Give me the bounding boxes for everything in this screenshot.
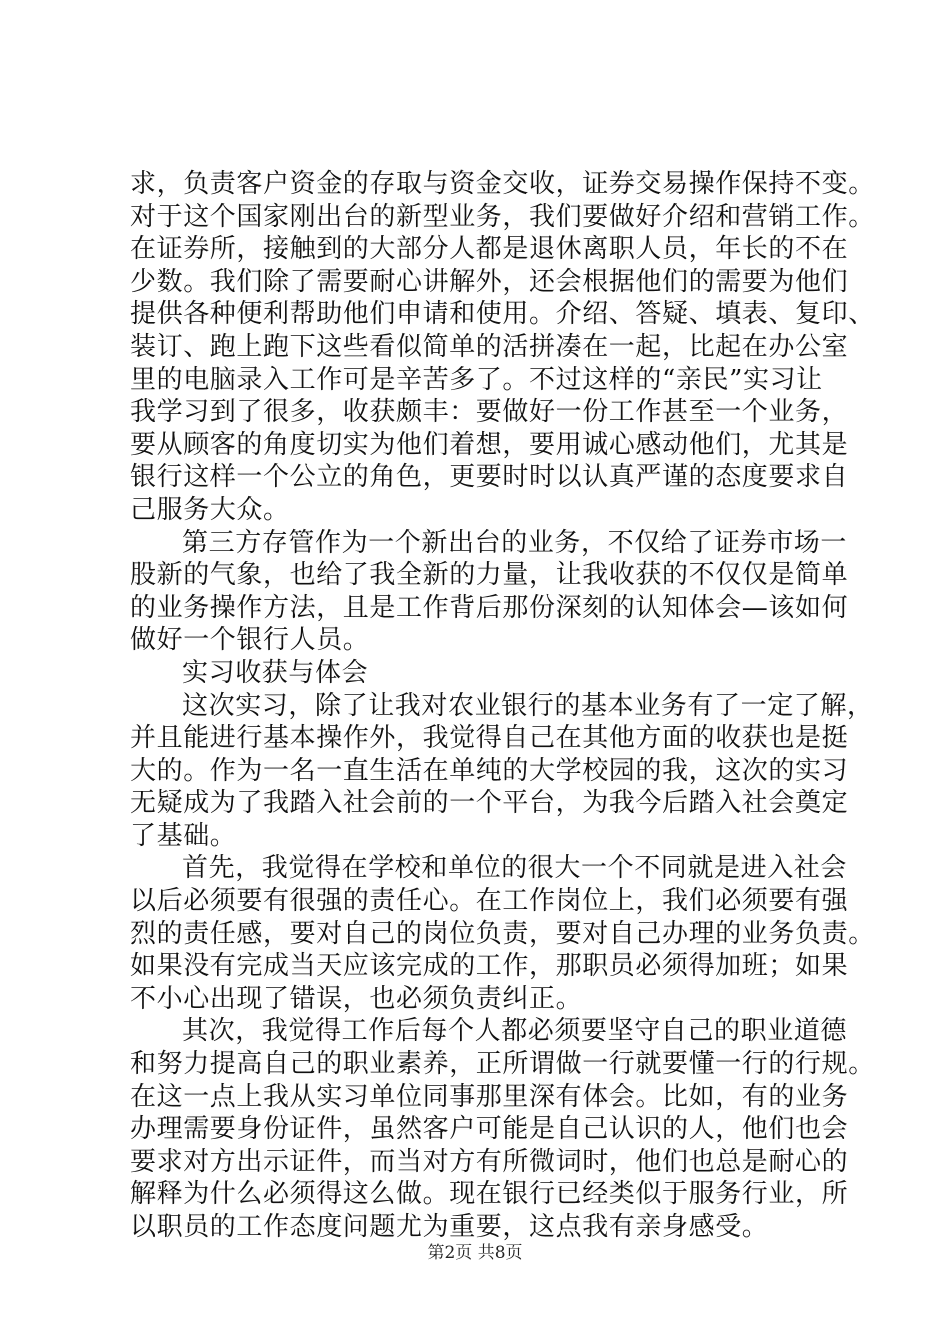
- paragraph-start-line: 首先，我觉得在学校和单位的很大一个不同就是进入社会: [182, 853, 848, 884]
- text-line: 在这一点上我从实习单位同事那里深有体会。比如，有的业务: [130, 1081, 849, 1112]
- paragraph-start-line: 这次实习，除了让我对农业银行的基本业务有了一定了解，: [182, 690, 874, 721]
- text-line: 己服务大众。: [130, 494, 290, 525]
- text-line: 在证券所，接触到的大部分人都是退休离职人员，年长的不在: [130, 234, 849, 265]
- text-line: 对于这个国家刚出台的新型业务，我们要做好介绍和营销工作。: [130, 201, 875, 232]
- text-line: 和努力提高自己的职业素养，正所谓做一行就要懂一行的行规。: [130, 1049, 875, 1080]
- text-line: 求，负责客户资金的存取与资金交收，证券交易操作保持不变。: [130, 169, 875, 199]
- text-line: 里的电脑录入工作可是辛苦多了。不过这样的“亲民”实习让: [130, 364, 823, 395]
- text-line: 无疑成为了我踏入社会前的一个平台，为我今后踏入社会奠定: [130, 788, 849, 819]
- document-body: [130, 168, 875, 1244]
- text-line: 提供各种便利帮助他们申请和使用。介绍、答疑、填表、复印、: [130, 299, 875, 330]
- text-line: 做好一个银行人员。: [130, 625, 370, 656]
- page-number-footer: 第2页 共8页: [427, 1243, 523, 1263]
- text-line: 如果没有完成当天应该完成的工作，那职员必须得加班；如果: [130, 951, 849, 982]
- text-line: 我学习到了很多，收获颇丰：要做好一份工作甚至一个业务，: [130, 397, 849, 428]
- text-line: 银行这样一个公立的角色，更要时时以认真严谨的态度要求自: [130, 462, 849, 493]
- text-line: 不小心出现了错误，也必须负责纠正。: [130, 983, 583, 1014]
- paragraph-start-line: 第三方存管作为一个新出台的业务，不仅给了证券市场一: [182, 527, 848, 558]
- text-line: 股新的气象，也给了我全新的力量，让我收获的不仅仅是简单: [130, 560, 849, 591]
- text-line: 大的。作为一名一直生活在单纯的大学校园的我，这次的实习: [130, 755, 849, 786]
- text-line: 装订、跑上跑下这些看似简单的活拼凑在一起，比起在办公室: [130, 331, 849, 362]
- text-line: 了基础。: [130, 820, 237, 851]
- text-line: 少数。我们除了需要耐心讲解外，还会根据他们的需要为他们: [130, 266, 849, 297]
- text-line: 并且能进行基本操作外，我觉得自己在其他方面的收获也是挺: [130, 723, 849, 754]
- text-line: 烈的责任感，要对自己的岗位负责，要对自己办理的业务负责。: [130, 918, 875, 949]
- text-line: 的业务操作方法，且是工作背后那份深刻的认知体会—该如何: [130, 592, 849, 623]
- paragraph-start-line: 其次，我觉得工作后每个人都必须要坚守自己的职业道德: [182, 1016, 848, 1047]
- text-line: 要从顾客的角度切实为他们着想，要用诚心感动他们，尤其是: [130, 429, 849, 460]
- text-line: 要求对方出示证件，而当对方有所微词时，他们也总是耐心的: [130, 1146, 849, 1177]
- text-line: 解释为什么必须得这么做。现在银行已经类似于服务行业，所: [130, 1179, 849, 1210]
- text-line: 以职员的工作态度问题尤为重要，这点我有亲身感受。: [130, 1212, 769, 1242]
- text-line: 以后必须要有很强的责任心。在工作岗位上，我们必须要有强: [130, 886, 849, 917]
- section-heading: 实习收获与体会: [182, 657, 369, 688]
- text-line: 办理需要身份证件，虽然客户可能是自己认识的人，他们也会: [130, 1114, 849, 1145]
